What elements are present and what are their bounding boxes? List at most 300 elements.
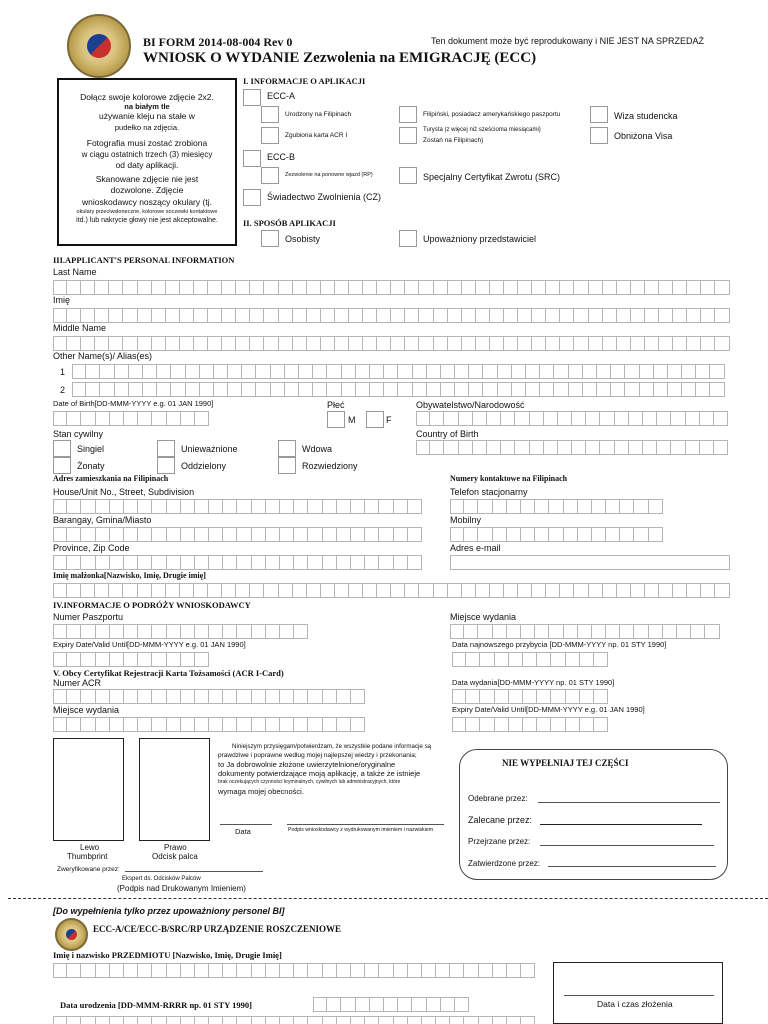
- character-cell[interactable]: [394, 1016, 408, 1024]
- character-cell[interactable]: [152, 583, 166, 598]
- character-cell[interactable]: [549, 624, 563, 639]
- character-cell[interactable]: [109, 336, 123, 351]
- character-cell[interactable]: [321, 583, 335, 598]
- character-cell[interactable]: [123, 280, 137, 295]
- character-cell[interactable]: [580, 652, 594, 667]
- character-cell[interactable]: [167, 1016, 181, 1024]
- character-cell[interactable]: [611, 382, 625, 397]
- character-cell[interactable]: [152, 555, 166, 570]
- character-cell[interactable]: [181, 411, 195, 426]
- character-cell[interactable]: [299, 364, 313, 379]
- character-cell[interactable]: [152, 527, 166, 542]
- character-cell[interactable]: [124, 652, 138, 667]
- character-cell[interactable]: [365, 555, 379, 570]
- character-cell[interactable]: [537, 717, 551, 732]
- character-cell[interactable]: [464, 527, 478, 542]
- character-cell[interactable]: [222, 280, 236, 295]
- character-cell[interactable]: [110, 411, 124, 426]
- character-cell[interactable]: [143, 382, 157, 397]
- character-cell[interactable]: [152, 280, 166, 295]
- character-cell[interactable]: [167, 411, 181, 426]
- character-cell[interactable]: [86, 364, 100, 379]
- character-cell[interactable]: [654, 382, 668, 397]
- character-cell[interactable]: [95, 308, 109, 323]
- character-cell[interactable]: [307, 336, 321, 351]
- character-cell[interactable]: [337, 689, 351, 704]
- character-cell[interactable]: [450, 963, 464, 978]
- character-cell[interactable]: [419, 308, 433, 323]
- character-cell[interactable]: [384, 382, 398, 397]
- left-thumbprint-box[interactable]: [53, 738, 124, 841]
- character-cell[interactable]: [143, 364, 157, 379]
- character-cell[interactable]: [532, 583, 546, 598]
- character-cell[interactable]: [427, 382, 441, 397]
- character-cell[interactable]: [597, 364, 611, 379]
- character-cell[interactable]: [209, 499, 223, 514]
- character-cell[interactable]: [53, 1016, 67, 1024]
- character-cell[interactable]: [493, 527, 507, 542]
- character-cell[interactable]: [405, 308, 419, 323]
- dob-field[interactable]: [53, 411, 209, 426]
- character-cell[interactable]: [578, 527, 592, 542]
- character-cell[interactable]: [124, 624, 138, 639]
- barangay-field[interactable]: [53, 527, 422, 542]
- character-cell[interactable]: [280, 717, 294, 732]
- swiadectwo-checkbox[interactable]: [243, 189, 261, 206]
- character-cell[interactable]: [564, 527, 578, 542]
- character-cell[interactable]: [398, 364, 412, 379]
- character-cell[interactable]: [337, 1016, 351, 1024]
- character-cell[interactable]: [603, 583, 617, 598]
- character-cell[interactable]: [546, 308, 560, 323]
- character-cell[interactable]: [81, 583, 95, 598]
- character-cell[interactable]: [237, 499, 251, 514]
- character-cell[interactable]: [266, 963, 280, 978]
- character-cell[interactable]: [645, 336, 659, 351]
- character-cell[interactable]: [171, 382, 185, 397]
- subject-name-field[interactable]: [53, 963, 535, 978]
- character-cell[interactable]: [279, 336, 293, 351]
- character-cell[interactable]: [195, 717, 209, 732]
- character-cell[interactable]: [96, 499, 110, 514]
- character-cell[interactable]: [327, 382, 341, 397]
- character-cell[interactable]: [560, 583, 574, 598]
- character-cell[interactable]: [518, 280, 532, 295]
- character-cell[interactable]: [450, 527, 464, 542]
- character-cell[interactable]: [566, 652, 580, 667]
- character-cell[interactable]: [209, 963, 223, 978]
- character-cell[interactable]: [606, 624, 620, 639]
- character-cell[interactable]: [294, 527, 308, 542]
- character-cell[interactable]: [554, 364, 568, 379]
- character-cell[interactable]: [398, 382, 412, 397]
- character-cell[interactable]: [223, 555, 237, 570]
- ecca-checkbox[interactable]: [243, 89, 261, 106]
- character-cell[interactable]: [194, 308, 208, 323]
- character-cell[interactable]: [493, 963, 507, 978]
- character-cell[interactable]: [540, 382, 554, 397]
- character-cell[interactable]: [649, 624, 663, 639]
- character-cell[interactable]: [152, 624, 166, 639]
- character-cell[interactable]: [228, 364, 242, 379]
- character-cell[interactable]: [294, 499, 308, 514]
- character-cell[interactable]: [341, 997, 355, 1012]
- character-cell[interactable]: [294, 1016, 308, 1024]
- character-cell[interactable]: [518, 583, 532, 598]
- character-cell[interactable]: [138, 527, 152, 542]
- character-cell[interactable]: [152, 499, 166, 514]
- character-cell[interactable]: [280, 527, 294, 542]
- character-cell[interactable]: [152, 308, 166, 323]
- character-cell[interactable]: [95, 280, 109, 295]
- character-cell[interactable]: [523, 717, 537, 732]
- character-cell[interactable]: [264, 280, 278, 295]
- male-checkbox[interactable]: [327, 411, 345, 428]
- character-cell[interactable]: [379, 555, 393, 570]
- character-cell[interactable]: [714, 411, 728, 426]
- character-cell[interactable]: [490, 336, 504, 351]
- character-cell[interactable]: [186, 382, 200, 397]
- character-cell[interactable]: [495, 689, 509, 704]
- passport-place-field[interactable]: [450, 624, 720, 639]
- character-cell[interactable]: [617, 308, 631, 323]
- character-cell[interactable]: [236, 308, 250, 323]
- character-cell[interactable]: [673, 336, 687, 351]
- character-cell[interactable]: [81, 280, 95, 295]
- character-cell[interactable]: [501, 411, 515, 426]
- character-cell[interactable]: [250, 336, 264, 351]
- character-cell[interactable]: [480, 717, 494, 732]
- character-cell[interactable]: [530, 440, 544, 455]
- character-cell[interactable]: [81, 624, 95, 639]
- character-cell[interactable]: [455, 382, 469, 397]
- character-cell[interactable]: [649, 527, 663, 542]
- house-field[interactable]: [53, 499, 422, 514]
- character-cell[interactable]: [370, 364, 384, 379]
- turysta-checkbox[interactable]: [399, 127, 417, 144]
- character-cell[interactable]: [252, 499, 266, 514]
- character-cell[interactable]: [115, 382, 129, 397]
- character-cell[interactable]: [138, 963, 152, 978]
- character-cell[interactable]: [264, 308, 278, 323]
- character-cell[interactable]: [416, 411, 430, 426]
- character-cell[interactable]: [222, 583, 236, 598]
- character-cell[interactable]: [558, 440, 572, 455]
- email-field[interactable]: [450, 555, 730, 570]
- character-cell[interactable]: [574, 280, 588, 295]
- character-cell[interactable]: [589, 583, 603, 598]
- character-cell[interactable]: [266, 555, 280, 570]
- przejrzane-line[interactable]: [540, 845, 714, 846]
- character-cell[interactable]: [377, 280, 391, 295]
- acr-number-field[interactable]: [53, 689, 365, 704]
- character-cell[interactable]: [351, 527, 365, 542]
- character-cell[interactable]: [209, 689, 223, 704]
- character-cell[interactable]: [335, 308, 349, 323]
- character-cell[interactable]: [649, 499, 663, 514]
- character-cell[interactable]: [469, 382, 483, 397]
- character-cell[interactable]: [551, 689, 565, 704]
- character-cell[interactable]: [448, 308, 462, 323]
- character-cell[interactable]: [110, 499, 124, 514]
- character-cell[interactable]: [657, 440, 671, 455]
- filipinski-checkbox[interactable]: [399, 106, 417, 123]
- character-cell[interactable]: [124, 963, 138, 978]
- character-cell[interactable]: [512, 382, 526, 397]
- character-cell[interactable]: [495, 717, 509, 732]
- character-cell[interactable]: [434, 308, 448, 323]
- province-field[interactable]: [53, 555, 422, 570]
- character-cell[interactable]: [237, 717, 251, 732]
- character-cell[interactable]: [313, 382, 327, 397]
- character-cell[interactable]: [294, 963, 308, 978]
- character-cell[interactable]: [53, 527, 67, 542]
- character-cell[interactable]: [583, 364, 597, 379]
- character-cell[interactable]: [342, 382, 356, 397]
- character-cell[interactable]: [450, 624, 464, 639]
- character-cell[interactable]: [308, 963, 322, 978]
- rozwiedziony-checkbox[interactable]: [278, 457, 296, 474]
- character-cell[interactable]: [337, 527, 351, 542]
- character-cell[interactable]: [452, 717, 466, 732]
- character-cell[interactable]: [617, 280, 631, 295]
- character-cell[interactable]: [526, 364, 540, 379]
- character-cell[interactable]: [515, 411, 529, 426]
- character-cell[interactable]: [138, 583, 152, 598]
- character-cell[interactable]: [507, 1016, 521, 1024]
- character-cell[interactable]: [629, 440, 643, 455]
- character-cell[interactable]: [377, 308, 391, 323]
- character-cell[interactable]: [266, 689, 280, 704]
- character-cell[interactable]: [578, 624, 592, 639]
- character-cell[interactable]: [356, 364, 370, 379]
- spouse-field[interactable]: [53, 583, 730, 598]
- character-cell[interactable]: [535, 499, 549, 514]
- character-cell[interactable]: [180, 336, 194, 351]
- character-cell[interactable]: [195, 652, 209, 667]
- passport-expiry-field[interactable]: [53, 652, 209, 667]
- character-cell[interactable]: [377, 336, 391, 351]
- character-cell[interactable]: [544, 411, 558, 426]
- character-cell[interactable]: [370, 382, 384, 397]
- citizenship-field[interactable]: [416, 411, 728, 426]
- character-cell[interactable]: [152, 652, 166, 667]
- character-cell[interactable]: [620, 499, 634, 514]
- character-cell[interactable]: [96, 963, 110, 978]
- character-cell[interactable]: [138, 652, 152, 667]
- character-cell[interactable]: [223, 527, 237, 542]
- character-cell[interactable]: [532, 336, 546, 351]
- character-cell[interactable]: [129, 364, 143, 379]
- character-cell[interactable]: [560, 280, 574, 295]
- odebrane-line[interactable]: [538, 802, 720, 803]
- character-cell[interactable]: [209, 624, 223, 639]
- subject-dob-field[interactable]: [313, 997, 469, 1012]
- character-cell[interactable]: [677, 624, 691, 639]
- character-cell[interactable]: [53, 499, 67, 514]
- character-cell[interactable]: [673, 583, 687, 598]
- character-cell[interactable]: [701, 308, 715, 323]
- character-cell[interactable]: [86, 382, 100, 397]
- character-cell[interactable]: [222, 308, 236, 323]
- character-cell[interactable]: [180, 308, 194, 323]
- character-cell[interactable]: [214, 382, 228, 397]
- character-cell[interactable]: [307, 583, 321, 598]
- character-cell[interactable]: [67, 689, 81, 704]
- character-cell[interactable]: [379, 963, 393, 978]
- character-cell[interactable]: [81, 336, 95, 351]
- character-cell[interactable]: [640, 382, 654, 397]
- character-cell[interactable]: [110, 1016, 124, 1024]
- character-cell[interactable]: [408, 527, 422, 542]
- character-cell[interactable]: [342, 364, 356, 379]
- oddzielony-checkbox[interactable]: [157, 457, 175, 474]
- character-cell[interactable]: [181, 689, 195, 704]
- character-cell[interactable]: [308, 1016, 322, 1024]
- character-cell[interactable]: [523, 689, 537, 704]
- character-cell[interactable]: [473, 411, 487, 426]
- character-cell[interactable]: [138, 689, 152, 704]
- character-cell[interactable]: [379, 527, 393, 542]
- character-cell[interactable]: [293, 336, 307, 351]
- character-cell[interactable]: [67, 280, 81, 295]
- character-cell[interactable]: [603, 280, 617, 295]
- character-cell[interactable]: [236, 280, 250, 295]
- character-cell[interactable]: [67, 555, 81, 570]
- character-cell[interactable]: [81, 411, 95, 426]
- character-cell[interactable]: [625, 364, 639, 379]
- character-cell[interactable]: [462, 280, 476, 295]
- character-cell[interactable]: [586, 411, 600, 426]
- character-cell[interactable]: [487, 411, 501, 426]
- character-cell[interactable]: [594, 689, 608, 704]
- character-cell[interactable]: [603, 308, 617, 323]
- character-cell[interactable]: [181, 717, 195, 732]
- character-cell[interactable]: [416, 440, 430, 455]
- character-cell[interactable]: [436, 963, 450, 978]
- specjalny-checkbox[interactable]: [399, 167, 417, 184]
- character-cell[interactable]: [279, 280, 293, 295]
- character-cell[interactable]: [285, 382, 299, 397]
- character-cell[interactable]: [81, 717, 95, 732]
- character-cell[interactable]: [444, 411, 458, 426]
- character-cell[interactable]: [280, 689, 294, 704]
- character-cell[interactable]: [671, 411, 685, 426]
- character-cell[interactable]: [629, 411, 643, 426]
- character-cell[interactable]: [209, 555, 223, 570]
- character-cell[interactable]: [81, 963, 95, 978]
- character-cell[interactable]: [293, 308, 307, 323]
- zalecane-line[interactable]: [540, 824, 702, 825]
- character-cell[interactable]: [53, 555, 67, 570]
- character-cell[interactable]: [462, 583, 476, 598]
- zonaty-checkbox[interactable]: [53, 457, 71, 474]
- character-cell[interactable]: [337, 717, 351, 732]
- character-cell[interactable]: [546, 280, 560, 295]
- character-cell[interactable]: [546, 336, 560, 351]
- character-cell[interactable]: [323, 555, 337, 570]
- character-cell[interactable]: [606, 527, 620, 542]
- first-name-field[interactable]: [53, 308, 730, 323]
- character-cell[interactable]: [195, 499, 209, 514]
- character-cell[interactable]: [280, 963, 294, 978]
- character-cell[interactable]: [335, 336, 349, 351]
- character-cell[interactable]: [480, 652, 494, 667]
- character-cell[interactable]: [478, 527, 492, 542]
- character-cell[interactable]: [546, 583, 560, 598]
- character-cell[interactable]: [643, 411, 657, 426]
- character-cell[interactable]: [521, 1016, 535, 1024]
- character-cell[interactable]: [540, 364, 554, 379]
- character-cell[interactable]: [483, 364, 497, 379]
- arrival-date-field[interactable]: [452, 652, 608, 667]
- character-cell[interactable]: [700, 411, 714, 426]
- character-cell[interactable]: [631, 308, 645, 323]
- character-cell[interactable]: [705, 624, 719, 639]
- character-cell[interactable]: [498, 364, 512, 379]
- character-cell[interactable]: [574, 336, 588, 351]
- character-cell[interactable]: [551, 717, 565, 732]
- character-cell[interactable]: [321, 336, 335, 351]
- character-cell[interactable]: [124, 411, 138, 426]
- character-cell[interactable]: [490, 308, 504, 323]
- character-cell[interactable]: [208, 583, 222, 598]
- character-cell[interactable]: [109, 308, 123, 323]
- character-cell[interactable]: [180, 280, 194, 295]
- applicant-signature-line[interactable]: [287, 824, 444, 825]
- character-cell[interactable]: [67, 411, 81, 426]
- character-cell[interactable]: [493, 1016, 507, 1024]
- character-cell[interactable]: [195, 555, 209, 570]
- character-cell[interactable]: [710, 382, 724, 397]
- character-cell[interactable]: [271, 364, 285, 379]
- character-cell[interactable]: [551, 652, 565, 667]
- character-cell[interactable]: [67, 963, 81, 978]
- character-cell[interactable]: [509, 689, 523, 704]
- character-cell[interactable]: [167, 555, 181, 570]
- character-cell[interactable]: [715, 336, 729, 351]
- character-cell[interactable]: [589, 280, 603, 295]
- character-cell[interactable]: [532, 280, 546, 295]
- character-cell[interactable]: [208, 280, 222, 295]
- character-cell[interactable]: [405, 336, 419, 351]
- character-cell[interactable]: [600, 440, 614, 455]
- character-cell[interactable]: [67, 336, 81, 351]
- character-cell[interactable]: [208, 308, 222, 323]
- character-cell[interactable]: [100, 382, 114, 397]
- character-cell[interactable]: [67, 652, 81, 667]
- character-cell[interactable]: [620, 527, 634, 542]
- character-cell[interactable]: [323, 717, 337, 732]
- character-cell[interactable]: [266, 527, 280, 542]
- character-cell[interactable]: [589, 308, 603, 323]
- character-cell[interactable]: [564, 499, 578, 514]
- character-cell[interactable]: [668, 364, 682, 379]
- character-cell[interactable]: [180, 583, 194, 598]
- character-cell[interactable]: [124, 527, 138, 542]
- character-cell[interactable]: [379, 1016, 393, 1024]
- character-cell[interactable]: [313, 364, 327, 379]
- character-cell[interactable]: [631, 336, 645, 351]
- character-cell[interactable]: [138, 717, 152, 732]
- character-cell[interactable]: [408, 1016, 422, 1024]
- character-cell[interactable]: [280, 1016, 294, 1024]
- character-cell[interactable]: [208, 336, 222, 351]
- character-cell[interactable]: [521, 963, 535, 978]
- character-cell[interactable]: [391, 308, 405, 323]
- character-cell[interactable]: [252, 717, 266, 732]
- character-cell[interactable]: [493, 499, 507, 514]
